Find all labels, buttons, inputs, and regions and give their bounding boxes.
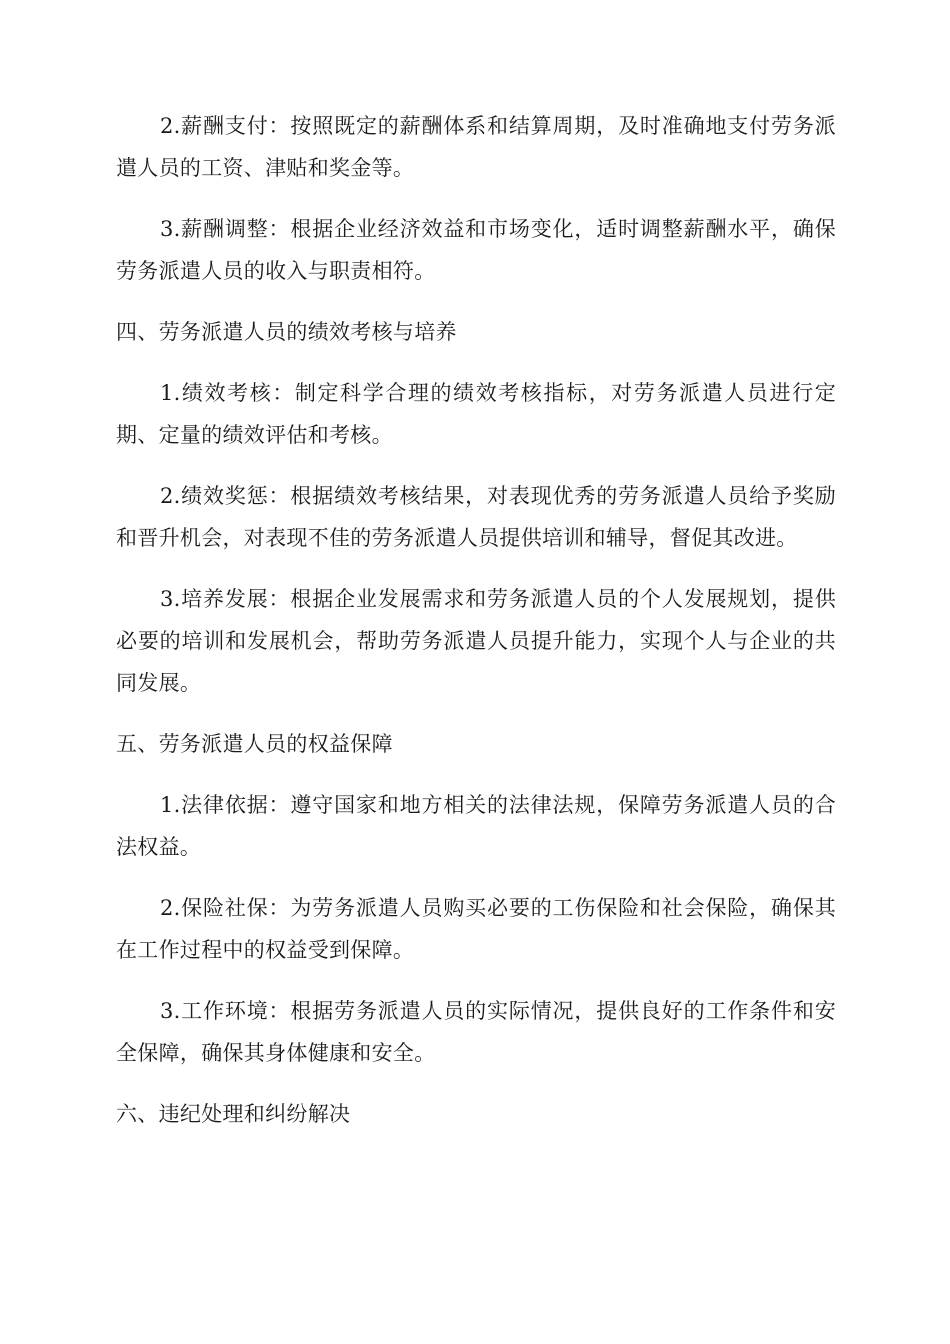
document-body: [116, 105, 836, 1154]
salary-adjustment-paragraph: 3.薪酬调整：根据企业经济效益和市场变化，适时调整薪酬水平，确保劳务派遣人员的收入与职责相符。: [116, 217, 836, 283]
performance-reward-paragraph: 2.绩效奖惩：根据绩效考核结果，对表现优秀的劳务派遣人员给予奖励和晋升机会，对表现不佳的劳务派遣人员提供培训和辅导，督促其改进。: [116, 484, 836, 550]
performance-assessment-paragraph: 1.绩效考核：制定科学合理的绩效考核指标，对劳务派遣人员进行定期、定量的绩效评估和考核。: [116, 381, 836, 447]
insurance-paragraph: 2.保险社保：为劳务派遣人员购买必要的工伤保险和社会保险，确保其在工作过程中的权益受到保障。: [116, 896, 836, 962]
salary-payment-paragraph: 2.薪酬支付：按照既定的薪酬体系和结算周期，及时准确地支付劳务派遣人员的工资、津贴和奖金等。: [116, 114, 836, 180]
work-environment-paragraph: 3.工作环境：根据劳务派遣人员的实际情况，提供良好的工作条件和安全保障，确保其身体健康和安全。: [116, 999, 836, 1065]
legal-basis-paragraph: 1.法律依据：遵守国家和地方相关的法律法规，保障劳务派遣人员的合法权益。: [116, 793, 836, 859]
section-heading-performance: 四、劳务派遣人员的绩效考核与培养: [116, 320, 457, 344]
section-heading-rights: 五、劳务派遣人员的权益保障: [116, 732, 393, 756]
section-heading-discipline: 六、违纪处理和纠纷解决: [116, 1102, 351, 1126]
training-development-paragraph: 3.培养发展：根据企业发展需求和劳务派遣人员的个人发展规划，提供必要的培训和发展机会，帮助劳务派遣人员提升能力，实现个人与企业的共同发展。: [116, 587, 836, 695]
